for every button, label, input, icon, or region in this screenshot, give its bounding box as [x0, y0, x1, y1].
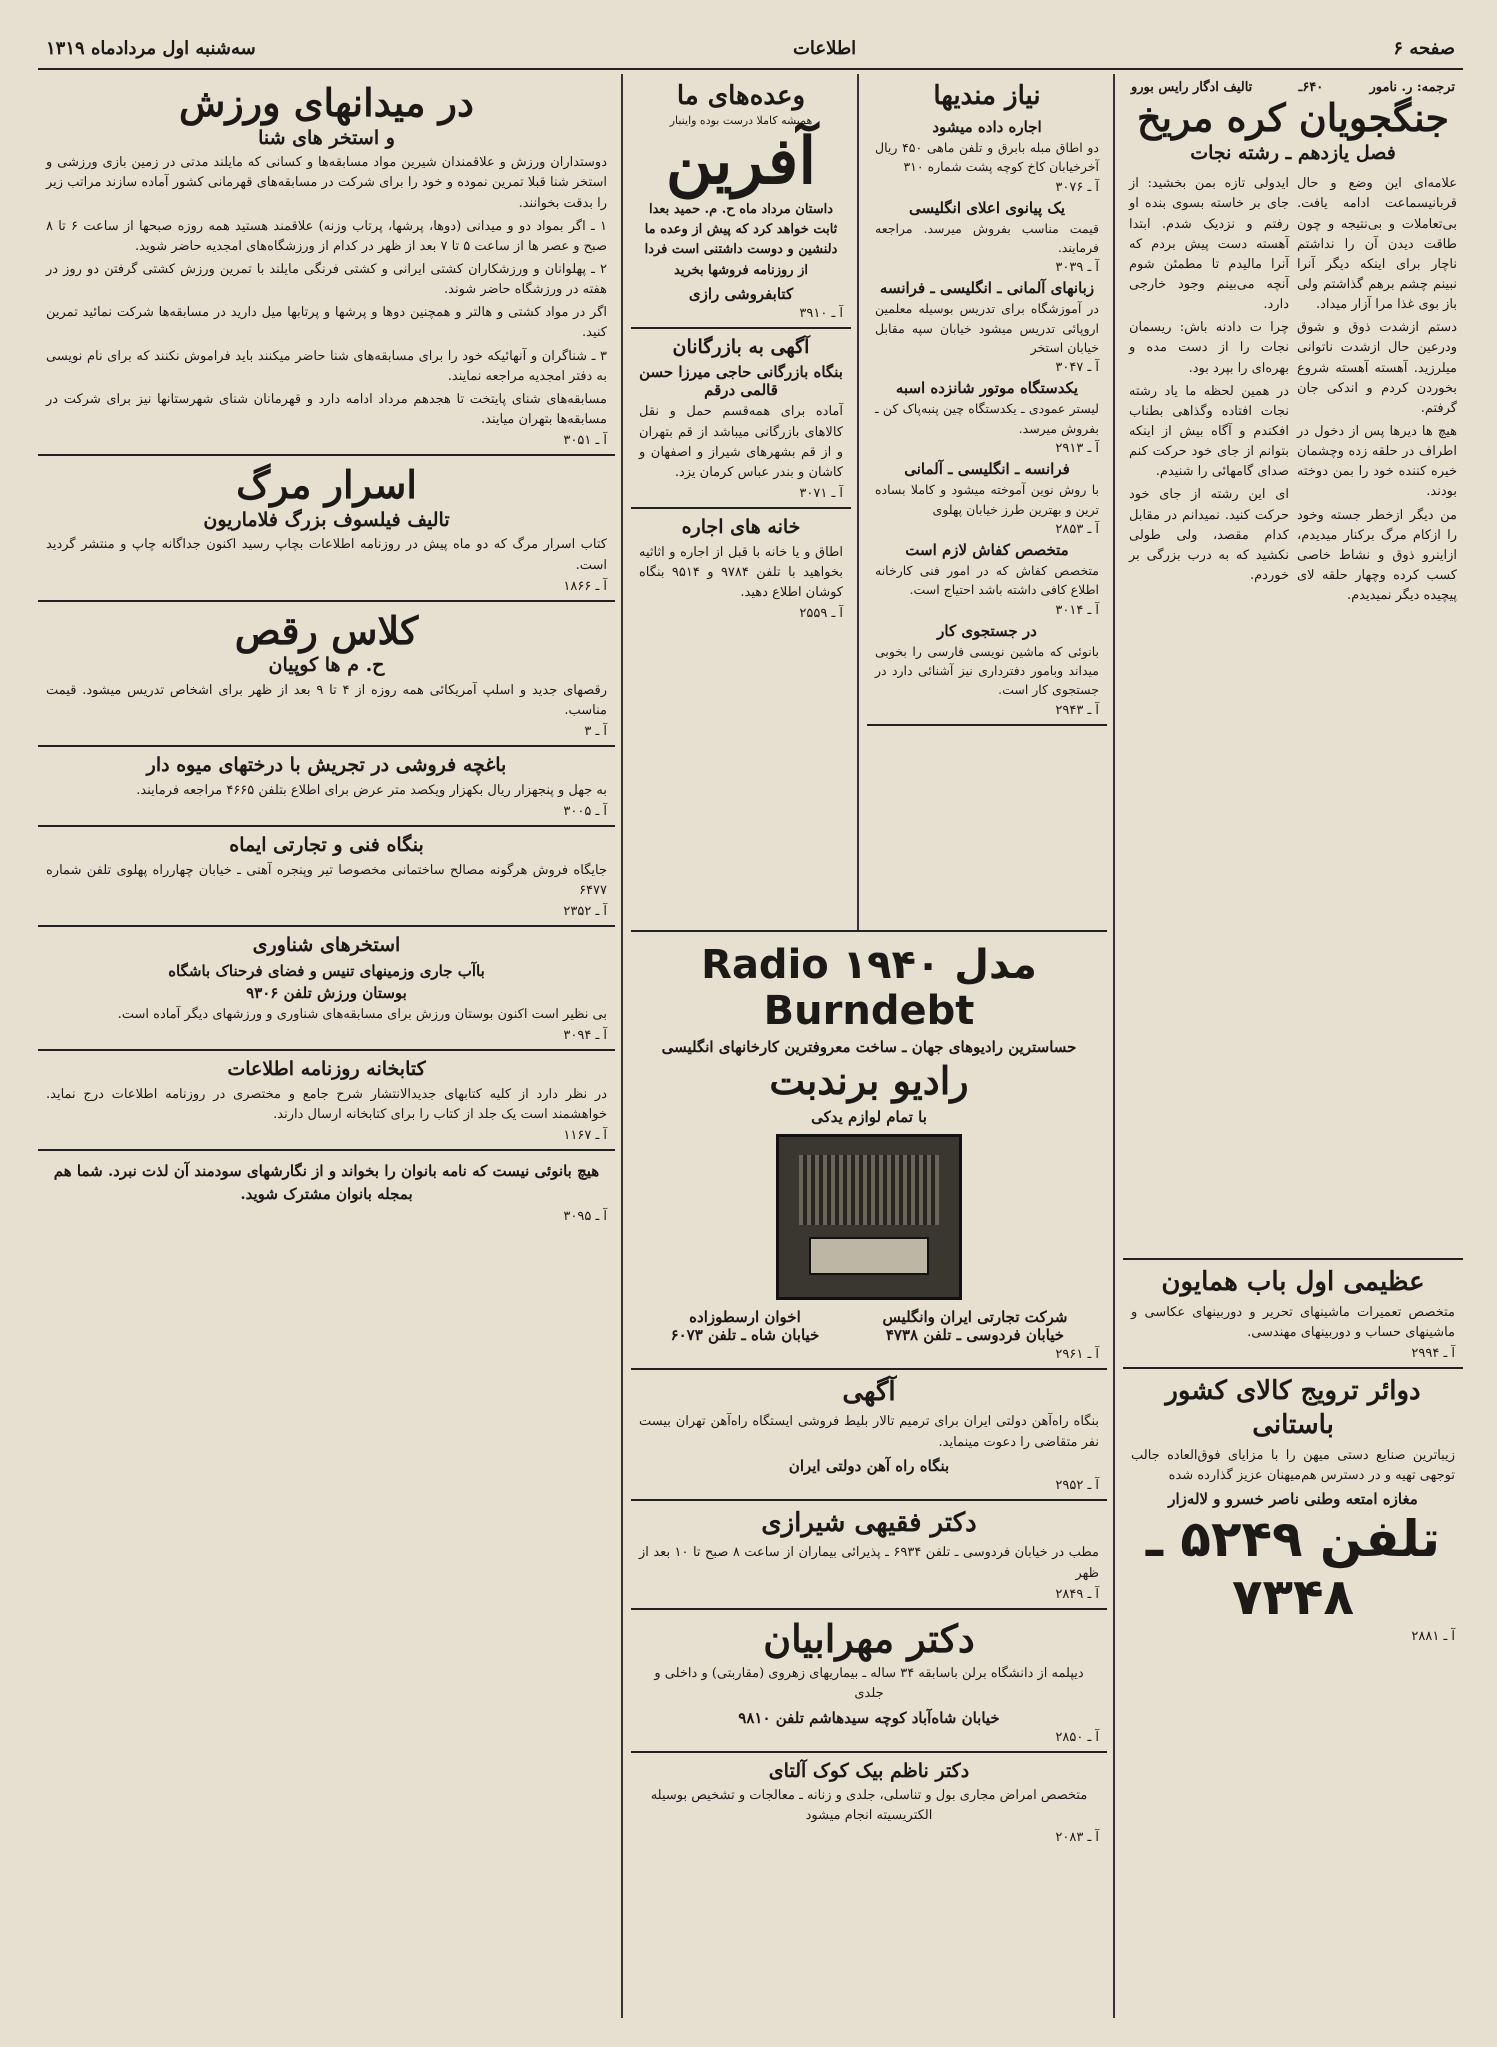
shirazi-text: مطب در خیابان فردوسی ـ تلفن ۶۹۳۴ ـ پذیرائی بیماران از ساعت ۸ صبح تا ۱۰ بعد از ظهر [639, 1545, 1099, 1581]
serial-code: ۶۴۰ـ [1298, 80, 1324, 95]
newspaper-page [38, 28, 1463, 2018]
dealer1-name: شرکت تجارتی ایران وانگلیس [882, 1307, 1068, 1326]
radio-set-illustration [776, 1134, 962, 1300]
piano-text: قیمت مناسب بفروش میرسد. مراجعه فرمایند. [875, 220, 1099, 255]
motor-heading: یکدستگاه موتور شانزده اسبه [895, 379, 1079, 398]
job-text: بانوئی که ماشین نویسی فارسی را بخوبی میداند وبامور دفترداری نیز آشنائی دارد در جستجوی کار است. [875, 643, 1099, 698]
job-heading: در جستجوی کار [937, 621, 1037, 640]
piano-code: آ ـ ۳۰۳۹ [1055, 260, 1099, 276]
technical-heading: بنگاه فنی و تجارتی ایماه [229, 834, 424, 857]
houses-heading: خانه های اجاره [681, 516, 801, 538]
pool-sub: باآب جاری وزمینهای تنیس و فضای فرحناک باشگاه [168, 961, 485, 980]
dealer1-address: خیابان فردوسی ـ تلفن ۴۷۳۸ [885, 1325, 1065, 1344]
expert-code: آ ـ ۳۰۱۴ [1055, 602, 1099, 618]
shirazi-heading: دکتر فقیهی شیرازی [761, 1507, 977, 1538]
rail-text: بنگاه راه‌آهن دولتی ایران برای ترمیم تالار بلیط فروشی ایستگاه راه‌آهن تهران بیست نفر متقاضی را دعوت مینماید. [639, 1414, 1099, 1450]
sports-paragraph: دوستداران ورزش و علاقمندان شیرین مواد مسابقه‌ها و کسانی که مایلند مدتی در زمین بازی ورزشی و استخر شنا قبلا تمرین نموده و خود را برای شرکت در مسابقه‌های قهرمانی کشور آماده سازند مراتب زیر را بدقت بخوانند. [46, 155, 607, 211]
kazem-text: متخصص امراض مجاری بول و تناسلی، جلدی و زنانه ـ معالجات و تشخیص بوسیله الکتریسیته انجام میشود [650, 1788, 1088, 1824]
motor-text: لیستر عمودی ـ یکدستگاه چین پنبه‌پاک کن ـ بفروش میرسد. [875, 401, 1099, 436]
pool-sub2: بوستان ورزش تلفن ۹۳۰۶ [246, 983, 407, 1002]
divider [631, 930, 1107, 932]
column-divider [1113, 74, 1115, 2018]
library-heading: کتابخانه روزنامه اطلاعات [227, 1057, 426, 1080]
houses-code: آ ـ ۲۵۵۹ [799, 606, 843, 622]
dance-code: آ ـ ۳ [584, 724, 607, 740]
dance-text: رقصهای جدید و اسلپ آمریکائی همه روزه از ۴ تا ۹ بعد از ظهر برای اشخاص تدریس میشود. قیمت مناسب. [46, 682, 607, 719]
lang-code: آ ـ ۳۰۴۷ [1055, 360, 1099, 376]
kazem-code: آ ـ ۲۰۸۳ [1055, 1829, 1099, 1845]
rail-heading: آگهی [842, 1376, 896, 1407]
serial-paragraph: ای این رشته از جای خود حرکت کنید. نمیدانم در مقابل کدام مقصد، ولی طولی نکشید که به درب بزرگی بر خوردم. [1129, 487, 1289, 583]
piano-heading: یک پیانوی اعلای انگلیسی [908, 198, 1065, 217]
ads-column [631, 74, 851, 930]
expert-heading: متخصص کفاش لازم است [905, 540, 1069, 559]
page-number: صفحه ۶ [1393, 37, 1455, 59]
secrets-heading: اسرار مرگ [236, 462, 417, 508]
sports-paragraph: مسابقه‌های شنای پایتخت تا هجدهم مرداد ادامه دارد و قهرمانان شنای شهرستانها نیز برای شرکت در مسابقه‌ها بتهران میایند. [46, 391, 607, 427]
sports-subheading: و استخر های شنا [258, 126, 395, 149]
library-code: آ ـ ۱۱۶۷ [563, 1127, 607, 1143]
orchard-text: به جهل و پنجهزار ریال بکهزار ویکصد متر عرض برای اطلاع بتلفن ۴۶۶۵ مراجعه فرمایند. [136, 782, 607, 798]
promo-heading: دوائر ترویج کالای کشور باستانی [1165, 1376, 1421, 1440]
technical-code: آ ـ ۲۳۵۲ [563, 904, 607, 920]
serial-paragraph: ایدولی تازه بمن بخشید: از جای بر خاسته بسوی بنده او رفتم و نزدیک شدم. ابتدا آهسته دست پیش بردم که آنرا مالیدم تا مطمئن شوم آنچه می‌بینم وجود خارجی دارد. [1129, 176, 1289, 313]
radio-brand: رادیو برندبت [769, 1058, 969, 1103]
serial-title: جنگجویان کره مریخ [1136, 95, 1449, 140]
dealer2-address: خیابان شاه ـ تلفن ۶۰۷۳ [670, 1325, 820, 1344]
serial-paragraph: من دیگر ازخطر جسته وخود را ازکام مرگ برکنار میدیدم، ازاینرو ذوق و نشاط خاصی کسب کرده وچهار حلقه لای پیچیده دیگر نمیدیدم. [1297, 507, 1457, 604]
women-code: آ ـ ۳۰۹۵ [563, 1209, 607, 1225]
serial-translator: ترجمه: ر. نامور [1369, 80, 1455, 95]
mehrabian-address: خیابان شاه‌آباد کوچه سیدهاشم تلفن ۹۸۱۰ [738, 1708, 1000, 1727]
merchants-heading: آگهی به بازرگانان [672, 335, 810, 358]
dance-subheading: ح. م ها کوپیان [268, 654, 385, 677]
rent-text: دو اطاق مبله بابرق و تلفن ماهی ۴۵۰ ریال آخرخیابان کاخ کوچه پشت شماره ۳۱۰ [875, 139, 1099, 175]
promo-address: مغازه امتعه وطنی ناصر خسرو و لاله‌زار [1168, 1489, 1418, 1508]
serial-paragraph: چرا ت دادنه باش: ریسمان نجات را از دست مده و بهره‌ای را بپرد بود. [1129, 320, 1289, 376]
secrets-subheading: تالیف فیلسوف بزرگ فلاماریون [203, 508, 450, 531]
french-text: با روش نوین آموخته میشود و کاملا بساده ترین و بهترین طرز خیابان پهلوی [875, 482, 1099, 517]
pool-code: آ ـ ۳۰۹۴ [563, 1027, 607, 1043]
motor-code: آ ـ ۲۹۱۳ [1055, 441, 1099, 457]
column-divider [621, 74, 623, 2018]
rent-heading: اجاره داده میشود [932, 117, 1042, 136]
column-divider [857, 74, 859, 930]
promo-code: آ ـ ۲۸۸۱ [1411, 1628, 1455, 1644]
masthead [38, 28, 1463, 70]
serial-column-bottom [1123, 1258, 1463, 2018]
radio-title: Radio ۱۹۴۰ مدل Burndebt [701, 942, 1037, 1034]
radio-text: حساسترین رادیوهای جهان ـ ساخت معروفترین کارخانهای انگلیسی [661, 1038, 1077, 1056]
afarin-tag: همیشه کاملا درست بوده واینبار [669, 113, 813, 127]
sports-paragraph: اگر در مواد کشتی و هالتر و همچنین دوها و پرشها و پرتابها میل دارید در مسابقه‌ها شرکت نمائید تمرین کنید. [46, 305, 607, 341]
women-text: هیچ بانوئی نیست که نامه بانوان را بخواند و از نگارشهای سودمند آن لذت نبرد. شما هم بمجله بانوان مشترک شوید. [53, 1161, 600, 1204]
secrets-text: کتاب اسرار مرگ که دو ماه پیش در روزنامه اطلاعات بچاپ رسید اکنون جداگانه چاپ و منتشر گردید است. [46, 537, 607, 573]
issue-date: سه‌شنبه اول مردادماه ۱۳۱۹ [46, 37, 256, 59]
homayoun-code: آ ـ ۲۹۹۴ [1411, 1346, 1455, 1362]
classifieds-column [867, 74, 1107, 930]
lang-heading: زبانهای آلمانی ـ انگلیسی ـ فرانسه [879, 279, 1095, 298]
serial-body [1123, 171, 1463, 609]
merchants-code: آ ـ ۳۰۷۱ [799, 486, 843, 501]
dance-heading: کلاس رقص [234, 607, 419, 653]
paper-name: اطلاعات [792, 37, 857, 59]
afarin-brand: آفرین [665, 123, 817, 199]
serial-author: تالیف ادگار رایس بورو [1131, 80, 1253, 95]
serial-paragraph: در همین لحظه ما یاد رشته نجات افتاده وگذاهی بطناب افکندم و آگاه بیش از اینکه بتوانم از جای خود حرکت کنم صدای گامهائی را شنیدم. [1129, 383, 1289, 480]
niaz-heading: نیاز مندیها [933, 81, 1041, 111]
mehrabian-text: دیپلمه از دانشگاه برلن باسابقه ۳۴ ساله ـ بیماریهای زهروی (مقاربتی) و داخلی و جلدی [654, 1666, 1084, 1702]
promo-phone: تلفن ۵۲۴۹ ـ ۷۳۴۸ [1145, 1509, 1441, 1626]
orchard-code: آ ـ ۳۰۰۵ [563, 804, 607, 820]
library-text: در نظر دارد از کلیه کتابهای جدیدالانتشار شرح جامع و مختصری در روزنامه اطلاعات درج نماید. خواهشمند است یک جلد از کتاب را برای کتابخانه ارسال دارند. [46, 1086, 607, 1122]
technical-text: جایگاه فروش هرگونه مصالح ساختمانی مخصوصا تیر وپنجره آهنی ـ خیابان چهارراه پهلوی تلفن شماره ۶۴۷۷ [46, 862, 607, 898]
merchants-sub: بنگاه بازرگانی حاجی میرزا حسن قالمی درقم [639, 363, 843, 400]
sports-paragraph: ۳ ـ شناگران و آنهائیکه خود را برای مسابقه‌های شنا حاضر میکنند باید فراموش نکنند که برای نام نویسی به دفتر امجدیه مراجعه نمایند. [46, 348, 607, 384]
secrets-code: آ ـ ۱۸۶۶ [563, 578, 607, 594]
lang-text: در آموزشگاه برای تدریس بوسیله معلمین اروپائی تدریس میشود خیابان سپه مقابل خیابان استخر [875, 301, 1099, 356]
dealer2-name: اخوان ارسطوزاده [689, 1307, 801, 1326]
pool-heading: استخرهای شناوری [252, 934, 401, 957]
french-code: آ ـ ۲۸۵۳ [1055, 521, 1099, 537]
rail-code: آ ـ ۲۹۵۲ [1055, 1477, 1099, 1493]
promo-text: زیباترین صنایع دستی میهن را با مزایای فوق‌العاده جالب توجهی تهیه و در دسترس هم‌میهنان عزیز گذارده شده [1131, 1447, 1455, 1483]
afarin-heading: وعده‌های ما [676, 81, 806, 111]
sports-paragraph: ۱ ـ اگر بمواد دو و میدانی (دوها، پرشها، پرتاب وزنه) علاقمند هستید همه روزه صبحها از ساعت ۶ تا ۸ صبح و عصر ها از ساعت ۵ تا ۷ بعد از ظهر در کدام از ورزشگاه‌های امجدیه حاضر شوید. [46, 218, 607, 254]
mehrabian-code: آ ـ ۲۸۵۰ [1055, 1729, 1099, 1745]
expert-text: متخصص کفاش که در امور فنی کارخانه اطلاع کافی داشته باشد احتیاج است. [875, 562, 1099, 598]
rail-footer: بنگاه راه آهن دولتی ایران [788, 1456, 950, 1475]
sports-heading: در میدانهای ورزش [179, 80, 474, 125]
merchants-text: آماده برای همه‌قسم حمل و نقل کالاهای بازرگانی میباشد از قم بتهران و از قم بشهرهای شیراز و اصفهان و کاشان و بندر عباس کرمان یزد. [639, 404, 843, 480]
serial-subtitle: فصل یازدهم ـ رشته نجات [1190, 141, 1396, 164]
afarin-code: آ ـ ۳۹۱۰ [799, 305, 843, 321]
radio-code: آ ـ ۲۹۶۱ [1055, 1346, 1099, 1362]
afarin-store: کتابفروشی رازی [688, 284, 794, 303]
pool-text: بی نظیر است اکنون بوستان ورزش برای مسابقه‌های شناوری و ورزشهای دیگر آماده است. [117, 1006, 607, 1022]
homayoun-text: متخصص تعمیرات ماشینهای تحریر و دوربینهای عکاسی و ماشینهای حساب و دوربینهای مهندسی. [1131, 1304, 1455, 1340]
rent-code: آ ـ ۳۰۷۶ [1055, 179, 1099, 195]
houses-text: اطاق و یا خانه با قبل از اجاره و اثاثیه بخواهید با تلفن ۹۷۸۴ و ۹۵۱۴ بنگاه کوشان اطلاع دهید. [639, 544, 844, 600]
shirazi-code: آ ـ ۲۸۴۹ [1055, 1586, 1099, 1602]
left-column [38, 74, 615, 2018]
serial-paragraph: هیچ ها دیرها پس از دخول در اطراف در حلقه زده وچشمان خیره کننده خود را بمن دوخته بودند. [1297, 423, 1457, 500]
orchard-heading: باغچه فروشی در تجریش با درختهای میوه دار [146, 754, 507, 777]
french-heading: فرانسه ـ انگلیسی ـ آلمانی [904, 460, 1070, 479]
job-code: آ ـ ۲۹۴۳ [1055, 702, 1099, 718]
serial-paragraph: دستم ازشدت ذوق و شوق ودرعین حال ازشدت ناتوانی میلرزید. آهسته آهسته شروع بخوردن کردم و اندکی جان گرفتم. [1297, 320, 1457, 416]
homayoun-heading: عظیمی اول باب همایون [1161, 1267, 1425, 1297]
serial-paragraph: علامه‌ای این وضع و حال قربانیسماعت ادامه یافت. بی‌تعاملات و بی‌نتیجه و چون طاقت دیدن آن را نداشتم ناچار برای اینکه دیگر آنرا نبینم چشم برهم گذاشتم ولی باز بوی غذا مرا آزار میداد. [1297, 176, 1457, 313]
radio-column [631, 936, 1107, 2018]
radio-sub: با تمام لوازم یدکی [811, 1107, 927, 1126]
sports-paragraph: ۲ ـ پهلوانان و ورزشکاران کشتی ایرانی و کشتی فرنگی مایلند با تمرین ورزش کشتی گرفتن دو روز در هفته در ورزشگاه حاضر شوند. [46, 261, 607, 298]
kazem-heading: دکتر ناظم بیک کوک آلتای [768, 1759, 970, 1782]
sports-code: آ ـ ۳۰۵۱ [563, 433, 607, 449]
mehrabian-heading: دکتر مهرابیان [763, 1615, 975, 1661]
afarin-text: داستان مرداد ماه ح. م. حمید بعدا ثابت خواهد کرد که پیش از وعده ما دلنشین و دوست داشتنی است فردا از روزنامه فروشها بخرید [644, 202, 838, 278]
